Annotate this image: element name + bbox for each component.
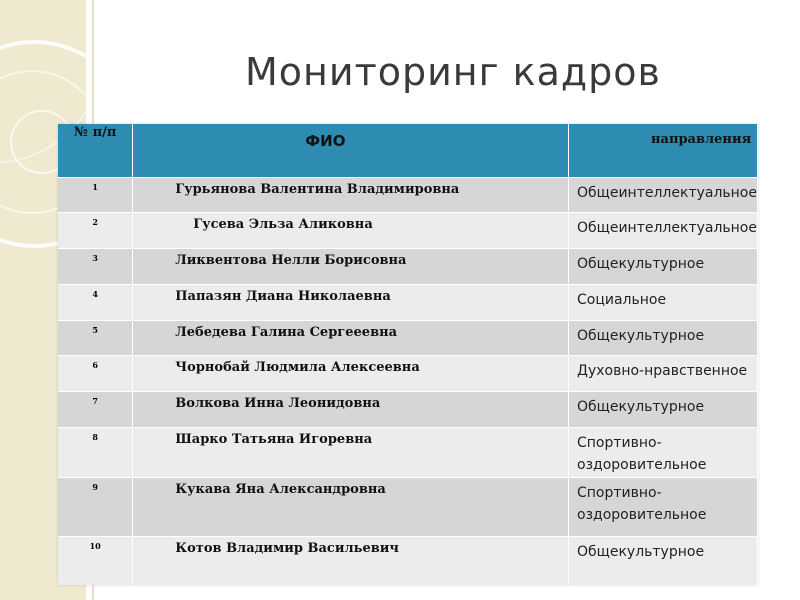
table-row (58, 478, 758, 537)
table-row (58, 356, 758, 392)
row-direction: Общекультурное (569, 249, 758, 285)
row-number: 8 (58, 428, 133, 478)
row-fio: Котов Владимир Васильевич (133, 537, 569, 585)
row-direction: Общеинтеллектуальное (569, 178, 758, 213)
header-number: № п/п (58, 124, 133, 178)
row-number: 4 (58, 285, 133, 321)
row-direction: Общекультурное (569, 537, 758, 585)
row-number: 9 (58, 478, 133, 537)
row-fio: Шарко Татьяна Игоревна (133, 428, 569, 478)
table-row (58, 428, 758, 478)
row-direction: Духовно-нравственное (569, 356, 758, 392)
table-row (58, 249, 758, 285)
row-number: 1 (58, 178, 133, 213)
header-direction: направления (569, 124, 758, 178)
row-number: 6 (58, 356, 133, 392)
row-fio: Папазян Диана Николаевна (133, 285, 569, 321)
row-direction: Спортивно-оздоровительное (569, 428, 758, 478)
row-number: 3 (58, 249, 133, 285)
row-fio: Ликвентова Нелли Борисовна (133, 249, 569, 285)
row-number: 7 (58, 392, 133, 428)
table-row (58, 321, 758, 356)
row-number: 5 (58, 321, 133, 356)
table-row (58, 213, 758, 249)
row-fio: Волкова Инна Леонидовна (133, 392, 569, 428)
header-fio: ФИО (133, 124, 569, 178)
staff-table (58, 124, 758, 585)
row-fio: Кукава Яна Александровна (133, 478, 569, 537)
row-direction: Социальное (569, 285, 758, 321)
row-number: 2 (58, 213, 133, 249)
row-direction: Общекультурное (569, 321, 758, 356)
row-fio: Гусева Эльза Аликовна (133, 213, 569, 249)
table-row (58, 537, 758, 585)
row-fio: Гурьянова Валентина Владимировна (133, 178, 569, 213)
row-number: 10 (58, 537, 133, 585)
row-direction: Общекультурное (569, 392, 758, 428)
row-direction: Общеинтеллектуальное (569, 213, 758, 249)
table-row (58, 178, 758, 213)
row-direction: Спортивно-оздоровительное (569, 478, 758, 537)
table-row (58, 392, 758, 428)
page-title: Мониторинг кадров (245, 50, 661, 94)
table-row (58, 285, 758, 321)
row-fio: Лебедева Галина Сергееевна (133, 321, 569, 356)
row-fio: Чорнобай Людмила Алексеевна (133, 356, 569, 392)
table-header-row (58, 124, 758, 178)
